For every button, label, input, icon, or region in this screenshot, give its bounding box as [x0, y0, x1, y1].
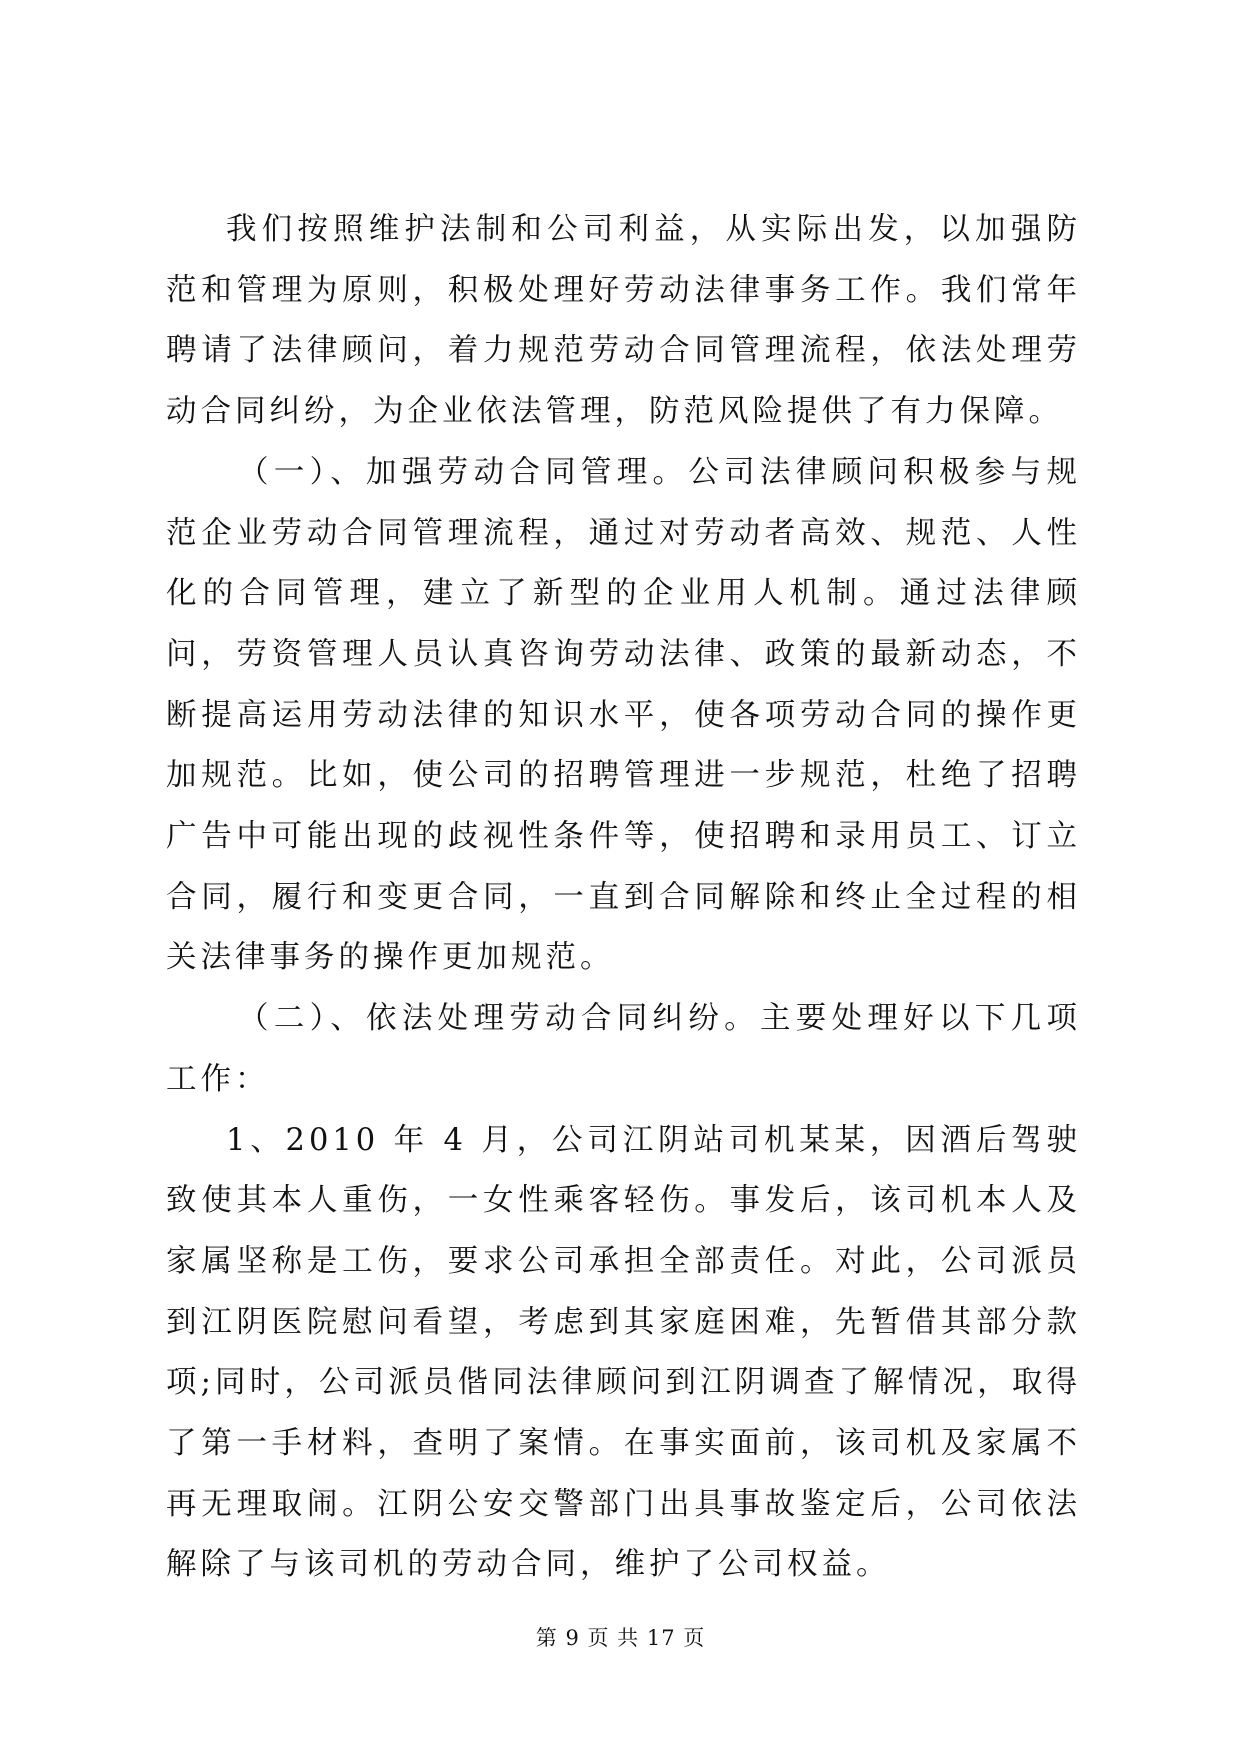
- paragraph-intro: 我们按照维护法制和公司利益，从实际出发，以加强防范和管理为原则，积极处理好劳动法律事务工作。我们常年聘请了法律顾问，着力规范劳动合同管理流程，依法处理劳动合同纠纷，为企业依法管理，防范风险提供了有力保障。: [166, 212, 1081, 430]
- document-body: [166, 200, 1081, 1596]
- page-footer: 第 9 页 共 17 页: [535, 1626, 706, 1650]
- paragraph-item-1: 1、2010 年 4 月，公司江阴站司机某某，因酒后驾驶致使其本人重伤，一女性乘客轻伤。事发后，该司机本人及家属坚称是工伤，要求公司承担全部责任。对此，公司派员到江阴医院慰问看望，考虑到其家庭困难，先暂借其部分款项;同时，公司派员偕同法律顾问到江阴调查了解情况，取得了第一手材料，查明了案情。在事实面前，该司机及家属不再无理取闹。江阴公安交警部门出具事故鉴定后，公司依法解除了与该司机的劳动合同，维护了公司权益。: [166, 1122, 1081, 1583]
- paragraph-section-1: （一）、加强劳动合同管理。公司法律顾问积极参与规范企业劳动合同管理流程，通过对劳动者高效、规范、人性化的合同管理，建立了新型的企业用人机制。通过法律顾问，劳资管理人员认真咨询劳动法律、政策的最新动态，不断提高运用劳动法律的知识水平，使各项劳动合同的操作更加规范。比如，使公司的招聘管理进一步规范，杜绝了招聘广告中可能出现的歧视性条件等，使招聘和录用员工、订立合同，履行和变更合同，一直到合同解除和终止全过程的相关法律事务的操作更加规范。: [166, 454, 1081, 976]
- paragraph-section-2: （二）、依法处理劳动合同纠纷。主要处理好以下几项工作：: [166, 1001, 1081, 1097]
